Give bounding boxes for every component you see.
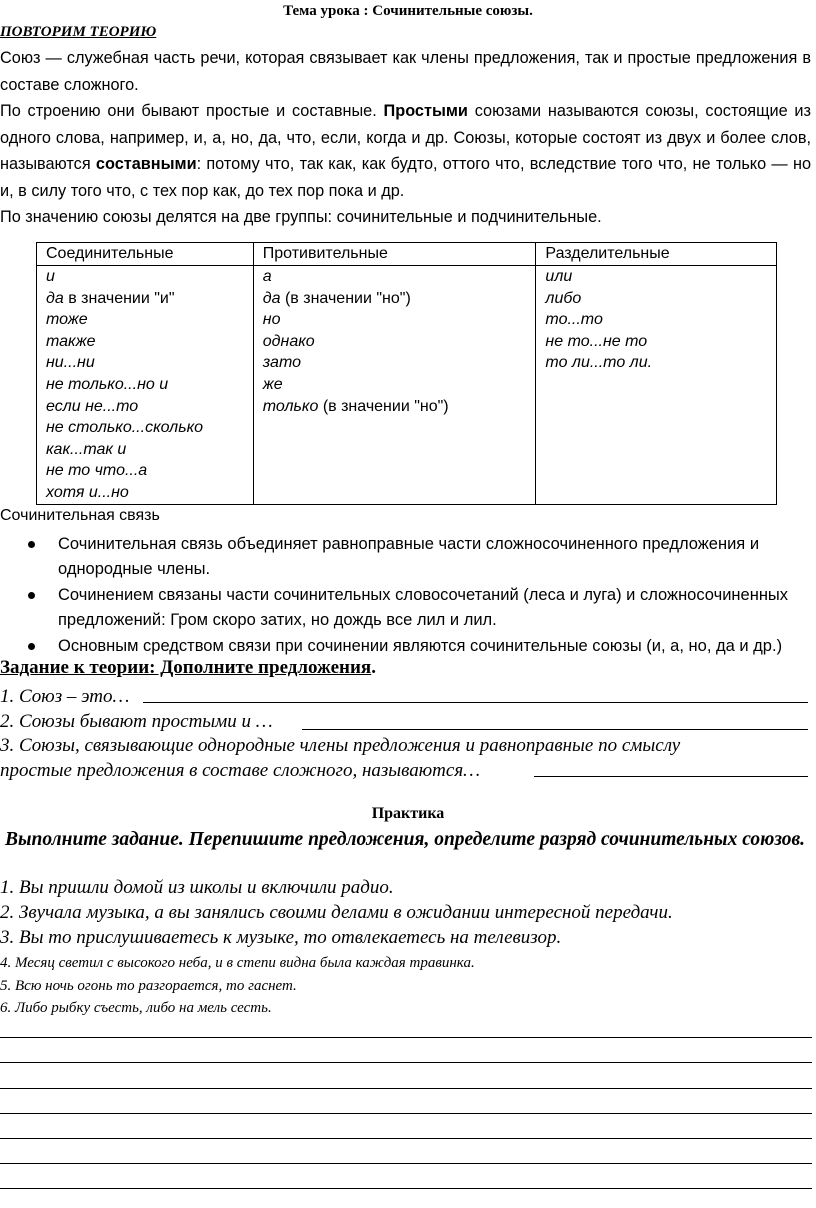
conjunction: также — [46, 332, 96, 350]
practice-sentence-6: 6. Либо рыбку съесть, либо на мель сесть. — [0, 1000, 272, 1016]
conjunction-item — [46, 439, 253, 461]
writing-line[interactable] — [0, 1088, 812, 1089]
theory-text: По строению они бывают простые и составные. — [0, 102, 384, 120]
list-item — [0, 634, 800, 659]
conjunction: но — [262, 311, 281, 329]
connective-cell — [37, 266, 254, 505]
writing-line[interactable] — [0, 1037, 812, 1038]
conjunction-item — [46, 331, 253, 353]
conjunction: тоже — [46, 311, 88, 329]
conjunction-item — [545, 331, 776, 353]
conjunction-item — [263, 309, 536, 331]
conjunction-item — [46, 482, 253, 504]
conjunction-item — [46, 374, 253, 396]
bullet-text: Сочинением связаны части сочинительных словосочетаний (леса и луга) и сложносочиненных предложений: Гром скоро затих, но дождь все лил и лил. — [58, 586, 789, 629]
fill-in-prompt: 2. Союзы бывают простыми и … — [0, 711, 273, 732]
fill-in-prompt: 3. Союзы, связывающие однородные члены предложения и равноправные по смыслу — [0, 735, 681, 756]
theory-section — [0, 45, 811, 231]
practice-sentence-5: 5. Всю ночь огонь то разгорается, то гаснет. — [0, 978, 297, 994]
fill-in-prompt: простые предложения в составе сложного, называются… — [0, 760, 481, 781]
table-header-row — [37, 243, 777, 266]
conjunction-item — [46, 352, 253, 374]
writing-line[interactable] — [0, 1113, 812, 1114]
conjunction-note: в значении "и" — [63, 289, 175, 307]
conjunction-item — [263, 374, 536, 396]
task-heading-period: . — [371, 657, 376, 678]
conjunction-item — [46, 396, 253, 418]
conjunction: а — [262, 268, 272, 285]
conjunction: или — [545, 268, 573, 285]
adversative-cell — [253, 266, 536, 505]
writing-line[interactable] — [0, 1163, 812, 1164]
conjunction-item — [545, 352, 776, 374]
practice-title: Практика — [371, 805, 445, 822]
conjunction: и — [46, 268, 55, 285]
theory-paragraph-structure — [0, 98, 811, 204]
practice-sentence-2: 2. Звучала музыка, а вы занялись своими делами в ожидании интересной передачи. — [0, 902, 673, 923]
answer-line-3[interactable] — [534, 776, 808, 777]
conjunction: однако — [262, 332, 315, 350]
bullet-icon — [28, 541, 35, 548]
conjunction-item — [545, 309, 776, 331]
theory-text: союзами называются союзы, состоящие из одного слова, например, и, а, но, да, что, если, когда и др. Союзы, которые состоят из двух и более слов, называются — [0, 102, 811, 173]
fill-in-item-1 — [0, 684, 812, 709]
bullet-text: Основным средством связи при сочинении являются сочинительные союзы (и, а, но, да и др.) — [58, 637, 783, 655]
theory-paragraph-definition: Союз — служебная часть речи, которая связывает как члены предложения, так и простые предложения в составе сложного. — [0, 49, 811, 94]
conjunction: не только...но и — [46, 375, 169, 393]
conjunction: да — [262, 289, 281, 307]
conjunction-item — [263, 288, 536, 310]
practice-task-text: Выполните задание. Перепишите предложения, определите разряд сочинительных союзов. — [5, 829, 806, 850]
conjunction: как...так и — [46, 440, 127, 458]
practice-sentence-3: 3. Вы то прислушиваетесь к музыке, то отвлекаетесь на телевизор. — [0, 927, 562, 948]
fill-in-item-3-line1 — [0, 733, 812, 758]
writing-line[interactable] — [0, 1188, 812, 1189]
term-simple: Простыми — [383, 102, 468, 120]
coordination-bullet-list — [0, 532, 800, 659]
term-compound: составными — [95, 155, 197, 173]
conjunction-item — [263, 396, 536, 418]
writing-line[interactable] — [0, 1138, 812, 1139]
bullet-text: Сочинительная связь объединяет равноправные части сложносочиненного предложения и однородные члены. — [58, 535, 760, 578]
conjunction-note: (в значении "но") — [280, 289, 411, 307]
conjunction-item — [263, 266, 536, 288]
bullet-icon — [28, 643, 35, 650]
conjunction: не то...не то — [545, 332, 648, 350]
conjunction: не столько...сколько — [46, 419, 204, 437]
practice-task — [0, 828, 812, 853]
conjunction: то ли...то ли. — [545, 354, 653, 372]
task-heading — [0, 657, 376, 679]
conjunction-item — [545, 266, 776, 288]
conjunction: же — [262, 375, 283, 393]
task-heading-text: Задание к теории: Дополните предложения — [0, 657, 372, 678]
disjunctive-cell — [536, 266, 777, 505]
answer-line-2[interactable] — [302, 729, 808, 730]
conjunction: хотя и...но — [46, 483, 129, 501]
conjunction: не то что...а — [46, 462, 148, 480]
conjunction-item — [46, 288, 253, 310]
fill-in-prompt: 1. Союз – это… — [0, 686, 130, 707]
list-item — [0, 532, 800, 581]
theory-text: : потому что, так как, как будто, оттого что, вследствие того что, не только — но и, в силу того что, с тех пор как, до тех пор пока и др. — [0, 155, 812, 200]
writing-line[interactable] — [0, 1062, 812, 1063]
conjunction: ни...ни — [46, 354, 95, 372]
header-disjunctive: Разделительные — [536, 243, 777, 266]
conjunction-item — [263, 352, 536, 374]
practice-sentence-1: 1. Вы пришли домой из школы и включили радио. — [0, 877, 394, 898]
review-heading: ПОВТОРИМ ТЕОРИЮ — [0, 24, 157, 40]
conjunction-item — [545, 288, 776, 310]
fill-in-item-2 — [0, 709, 812, 734]
practice-sentence-4: 4. Месяц светил с высокого неба, и в степи видна была каждая травинка. — [0, 955, 475, 971]
coordination-heading: Сочинительная связь — [0, 507, 160, 524]
conjunction-item — [46, 460, 253, 482]
conjunction: да — [46, 289, 64, 307]
conjunction-item — [263, 331, 536, 353]
conjunction: то...то — [545, 311, 603, 329]
conjunction: либо — [545, 289, 582, 307]
header-adversative: Противительные — [253, 243, 536, 266]
conjunction: если не...то — [46, 397, 139, 415]
conjunction: зато — [262, 354, 301, 372]
answer-line-1[interactable] — [143, 702, 808, 703]
header-connective: Соединительные — [37, 243, 254, 266]
conjunctions-table — [36, 242, 777, 505]
fill-in-item-3-line2 — [0, 758, 812, 783]
conjunction-note: (в значении "но") — [318, 397, 449, 415]
table-body-row — [37, 266, 777, 505]
bullet-icon — [28, 592, 35, 599]
lesson-title: Тема урока : Сочинительные союзы. — [283, 3, 533, 19]
list-item — [0, 583, 800, 632]
conjunction-item — [46, 266, 253, 288]
conjunction-item — [46, 309, 253, 331]
conjunction-item — [46, 417, 253, 439]
conjunction: только — [262, 397, 319, 415]
theory-paragraph-meaning: По значению союзы делятся на две группы: сочинительные и подчинительные. — [0, 208, 602, 226]
